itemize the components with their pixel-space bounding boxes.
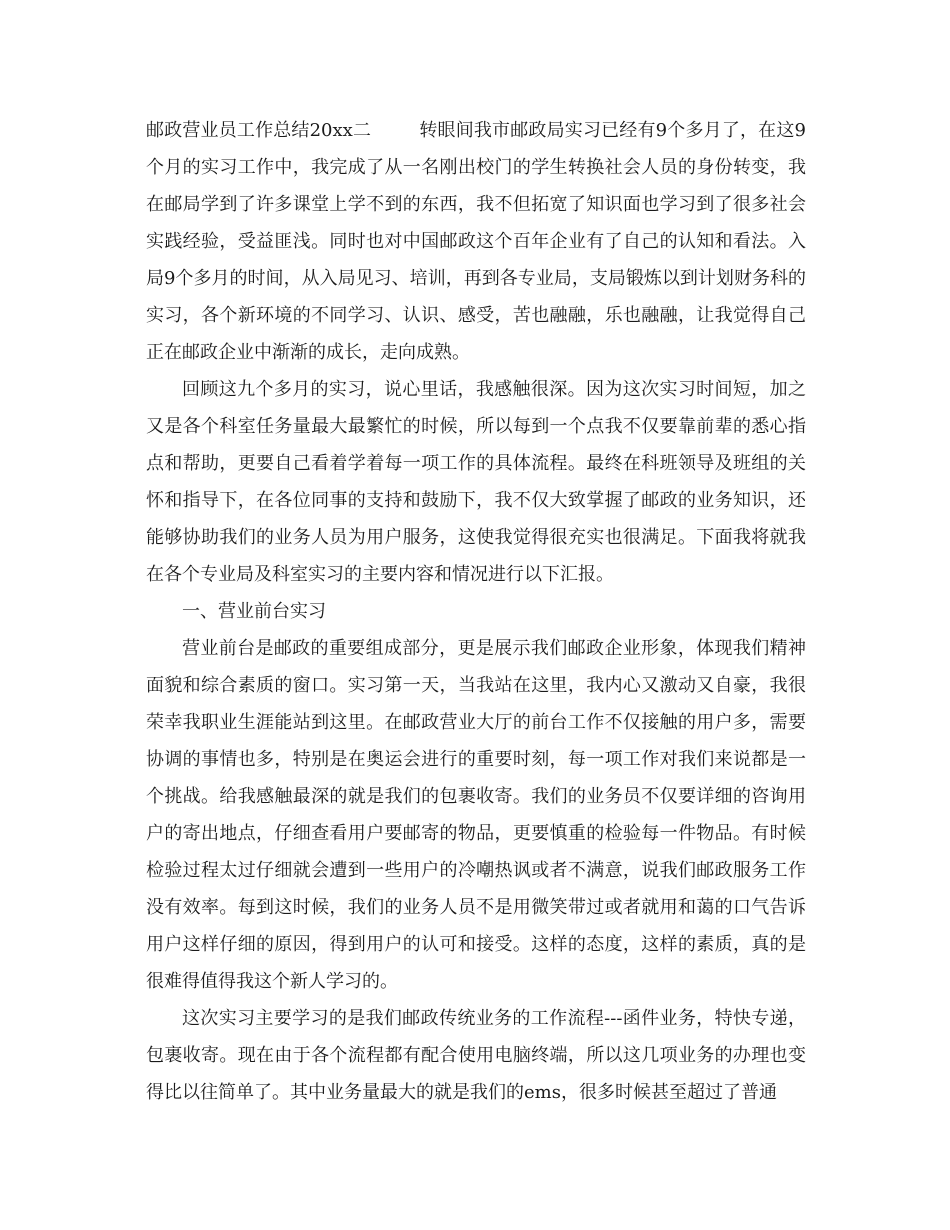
- intro-text: 转眼间我市邮政局实习已经有9个多月了，在这9个月的实习工作中，我完成了从一名刚出校门的学生转换社会人员的身份转变，我在邮局学到了许多课堂上学不到的东西，我不但拓宽了知识面也学习到了很多社会实践经验，受益匪浅。同时也对中国邮政这个百年企业有了自己的认知和看法。入局9个多月的时间，从入局见习、培训，再到各专业局，支局锻炼以到计划财务科的实习，各个新环境的不同学习、认识、感受，苦也融融，乐也融融，让我觉得自己正在邮政企业中渐渐的成长，走向成熟。: [146, 120, 806, 363]
- document-page: [146, 112, 806, 1111]
- intro-paragraph: [146, 112, 806, 371]
- body-paragraph-front-desk: 营业前台是邮政的重要组成部分，更是展示我们邮政企业形象，体现我们精神面貌和综合素质的窗口。实习第一天，当我站在这里，我内心又激动又自豪，我很荣幸我职业生涯能站到这里。在邮政营业大厅的前台工作不仅接触的用户多，需要协调的事情也多，特别是在奥运会进行的重要时刻，每一项工作对我们来说都是一个挑战。给我感触最深的就是我们的包裹收寄。我们的业务员不仅要详细的咨询用户的寄出地点，仔细查看用户要邮寄的物品，更要慎重的检验每一件物品。有时候检验过程太过仔细就会遭到一些用户的冷嘲热讽或者不满意，说我们邮政服务工作没有效率。每到这时候，我们的业务人员不是用微笑带过或者就用和蔼的口气告诉用户这样仔细的原因，得到用户的认可和接受。这样的态度，这样的素质，真的是很难得值得我这个新人学习的。: [146, 638, 806, 992]
- section-heading-front-desk: 一、营业前台实习: [182, 601, 326, 622]
- body-paragraph-review: 回顾这九个多月的实习，说心里话，我感触很深。因为这次实习时间短，加之又是各个科室任务量最大最繁忙的时候，所以每到一个点我不仅要靠前辈的悉心指点和帮助，更要自己看着学着每一项工作的具体流程。最终在科班领导及班组的关怀和指导下，在各位同事的支持和鼓励下，我不仅大致掌握了邮政的业务知识，还能够协助我们的业务人员为用户服务，这使我觉得很充实也很满足。下面我将就我在各个专业局及科室实习的主要内容和情况进行以下汇报。: [146, 379, 806, 585]
- body-paragraph-workflow: 这次实习主要学习的是我们邮政传统业务的工作流程---函件业务，特快专递，包裹收寄。现在由于各个流程都有配合使用电脑终端，所以这几项业务的办理也变得比以往简单了。其中业务量最大的就是我们的ems，很多时候甚至超过了普通: [146, 1008, 806, 1103]
- document-title: 邮政营业员工作总结20xx二: [146, 120, 372, 141]
